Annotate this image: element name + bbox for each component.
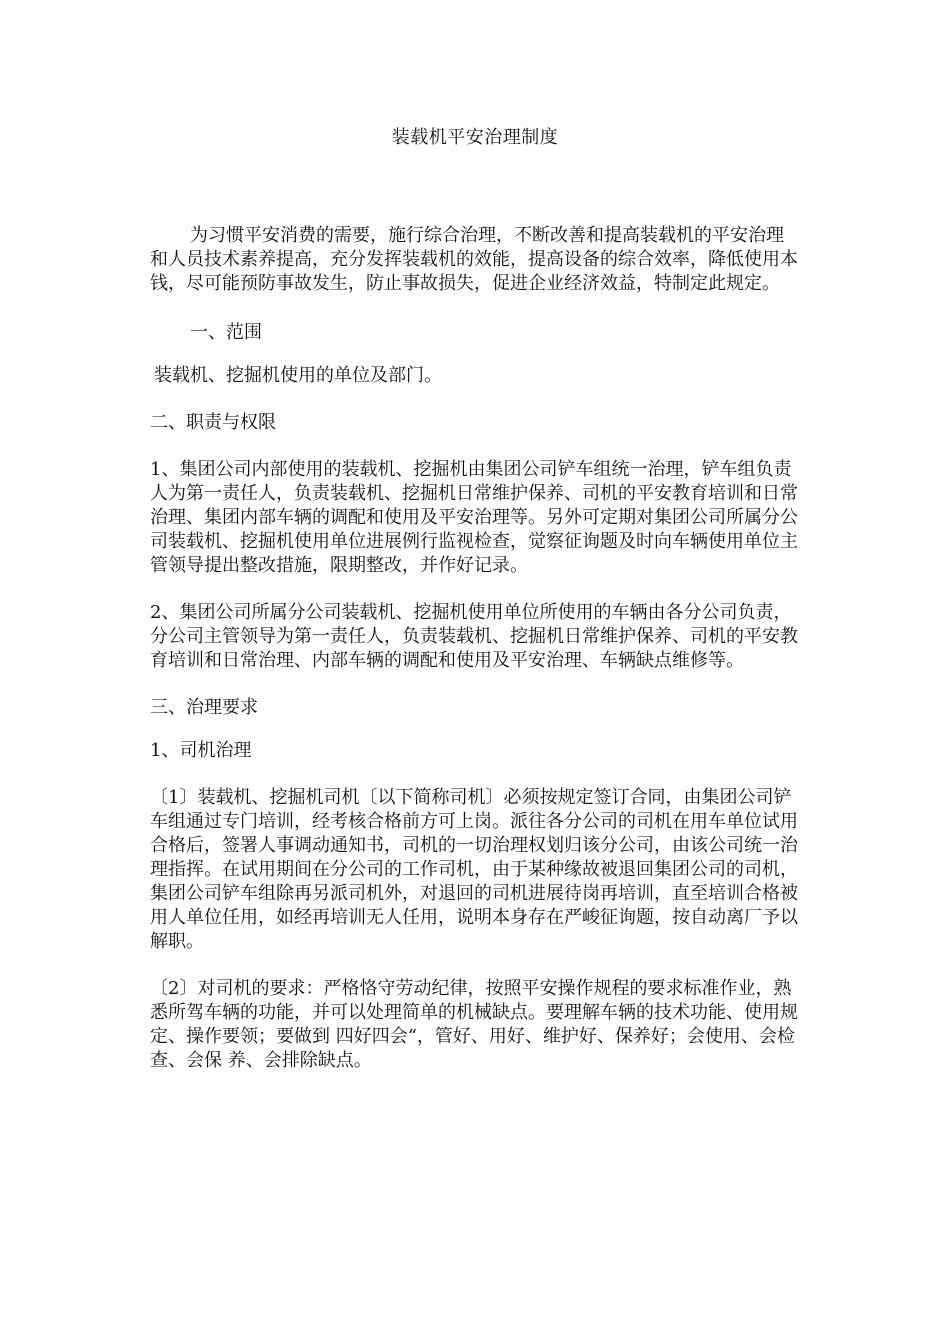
scope-text: 装载机、挖掘机使用的单位及部门。 (154, 365, 442, 386)
document-title: 装载机平安治理制度 (391, 127, 559, 148)
document-body (150, 224, 800, 1073)
responsibility-item-2: 2、集团公司所属分公司装载机、挖掘机使用单位所使用的车辆由各分公司负责，分公司主管领导为第一责任人，负责装载机、挖掘机日常维护保养、司机的平安教育培训和日常治理、内部车辆的调配和使用及平安治理、车辆缺点维修等。 (150, 602, 798, 671)
responsibility-item-1: 1、集团公司内部使用的装载机、挖掘机由集团公司铲车组统一治理，铲车组负责人为第一责任人，负责装载机、挖掘机日常维护保养、司机的平安教育培训和日常治理、集团内部车辆的调配和使用及平安治理等。另外可定期对集团公司所属分公司装载机、挖掘机使用单位进展例行监视检查，觉察征询题及时向车辆使用单位主管领导提出整改措施，限期整改，并作好记录。 (150, 459, 798, 576)
intro-paragraph: 为习惯平安消费的需要，施行综合治理，不断改善和提高装载机的平安治理和人员技术素养提高，充分发挥装载机的效能，提高设备的综合效率，降低使用本钱，尽可能预防事故发生，防止事故损失，促进企业经济效益，特制定此规定。 (150, 225, 798, 294)
section-heading-responsibilities: 二、职责与权限 (150, 412, 276, 433)
driver-rule-2: 〔2〕对司机的要求：严格恪守劳动纪律，按照平安操作规程的要求标准作业，熟悉所驾车辆的功能，并可以处理简单的机械缺点。要理解车辆的技术功能、使用规定、操作要领；要做到 四好四会“，管好、用好、维护好、保养好；会使用、会检查、会保 养、会排除缺点。 (150, 978, 798, 1071)
section-heading-requirements: 三、治理要求 (150, 697, 258, 718)
subsection-driver-management: 1、司机治理 (150, 740, 252, 761)
section-heading-scope: 一、范围 (190, 322, 262, 343)
driver-rule-1: 〔1〕装载机、挖掘机司机〔以下简称司机〕必须按规定签订合同，由集团公司铲车组通过专门培训，经考核合格前方可上岗。派往各分公司的司机在用车单位试用合格后，签署人事调动通知书，司机的一切治理权划归该分公司，由该公司统一治理指挥。在试用期间在分公司的工作司机，由于某种缘故被退回集团公司的司机，集团公司铲车组除再另派司机外，对退回的司机进展待岗再培训，直至培训合格被用人单位任用，如经再培训无人任用，说明本身存在严峻征询题，按自动离厂予以解职。 (150, 787, 798, 952)
